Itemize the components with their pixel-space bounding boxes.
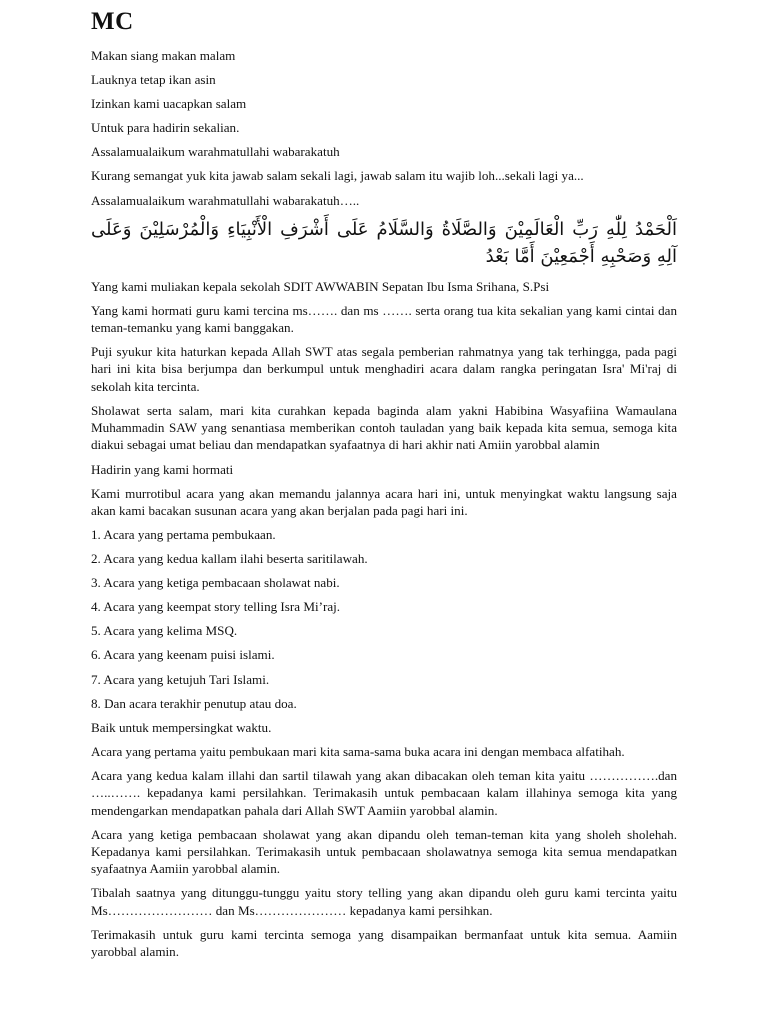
- paragraph: Hadirin yang kami hormati: [91, 461, 234, 477]
- opening-line: Makan siang makan malam: [91, 48, 236, 63]
- document-title: MC: [91, 8, 134, 35]
- opening-line: Lauknya tetap ikan asin: [91, 72, 216, 88]
- agenda-item: 8. Dan acara terakhir penutup atau doa.: [91, 695, 297, 711]
- opening-line: Untuk para hadirin sekalian.: [91, 120, 240, 136]
- agenda-item: 3. Acara yang ketiga pembacaan sholawat nabi.: [91, 575, 340, 591]
- arabic-greeting: اَلْحَمْدُ لِلّٰهِ رَبِّ الْعَالَمِيْنَ وَالصَّلَاةُ وَالسَّلَامُ عَلَى أَشْرَفِ الْأَنْبِيَاءِ وَالْمُرْسَلِيْنَ وَعَلَى آلِهِ وَصَحْبِهِ أَجْمَعِيْنَ أَمَّا بَعْدُ: [91, 218, 677, 267]
- paragraphs-before-list: [91, 278, 677, 520]
- opening-line: Assalamualaikum warahmatullahi wabarakatuh: [91, 144, 340, 160]
- agenda-item: 6. Acara yang keenam puisi islami.: [91, 647, 275, 663]
- opening-line: Izinkan kami uacapkan salam: [91, 96, 247, 112]
- agenda-item: 1. Acara yang pertama pembukaan.: [91, 527, 276, 542]
- paragraph: Puji syukur kita haturkan kepada Allah SWT atas segala pemberian rahmatnya yang tak terhingga, pada pagi hari ini kita bisa berjumpa dan berkumpul untuk menghadiri acara dalam rangka peringatan Isra' Mi'raj di sekolah kita tercinta.: [91, 344, 677, 394]
- paragraph: Baik untuk mempersingkat waktu.: [91, 719, 272, 735]
- opening-line: Kurang semangat yuk kita jawab salam sekali lagi, jawab salam itu wajib loh...sekali lagi ya...: [91, 168, 584, 184]
- agenda-item: 5. Acara yang kelima MSQ.: [91, 623, 238, 639]
- agenda-list: [91, 526, 677, 712]
- agenda-item: 7. Acara yang ketujuh Tari Islami.: [91, 671, 270, 687]
- opening-line: Assalamualaikum warahmatullahi wabarakatuh…..: [91, 192, 360, 208]
- paragraph: Yang kami hormati guru kami tercina ms……. dan ms ……. serta orang tua kita sekalian yang kami cintai dan teman-temanku yang kami banggakan.: [91, 302, 677, 336]
- agenda-item: 4. Acara yang keempat story telling Isra Mi’raj.: [91, 599, 341, 615]
- document-page: [91, 6, 677, 967]
- paragraph: Tibalah saatnya yang ditunggu-tunggu yaitu story telling yang akan dipandu oleh guru kami tercinta yaitu Ms…………………… dan Ms………………… kepadanya kami persihkan.: [91, 885, 677, 918]
- paragraphs-after-list: [91, 719, 677, 961]
- paragraph: Kami murrotibul acara yang akan memandu jalannya acara hari ini, untuk menyingkat waktu langsung saja akan kami bacakan susunan acara yang akan berjalan pada pagi hari ini.: [91, 485, 677, 518]
- paragraph: Acara yang ketiga pembacaan sholawat yang akan dipandu oleh teman-teman kita yang sholeh sholehah. Kepadanya kami persilahkan. Terimakasih untuk pembacaan sholawatnya semoga kita semua mendapatkan syafaatnya Aamiin yarobbal alamin.: [91, 826, 677, 877]
- paragraph: Acara yang kedua kalam illahi dan sartil tilawah yang akan dibacakan oleh teman kita yaitu …………….dan …..……. kepadanya kami persilahkan. Terimakasih untuk pembacaan kalam illahinya semoga kita yang mendengarkan mendapatkan pahala dari Allah SWT Aamiin yarobbal alamin.: [91, 767, 677, 818]
- paragraph: Acara yang pertama yaitu pembukaan mari kita sama-sama buka acara ini dengan membaca alfatihah.: [91, 743, 625, 759]
- paragraph: Yang kami muliakan kepala sekolah SDIT AWWABIN Sepatan Ibu Isma Srihana, S.Psi: [91, 278, 550, 294]
- agenda-item: 2. Acara yang kedua kallam ilahi beserta saritilawah.: [91, 551, 368, 567]
- opening-lines: [91, 47, 677, 209]
- paragraph: Sholawat serta salam, mari kita curahkan kepada baginda alam yakni Habibina Wasyafiina Wamaulana Muhammadin SAW yang senantiasa memberikan contoh tauladan yang baik kepada kita semua, semoga kita diakui sebagai umat beliau dan mendapatkan syafaatnya di hari akhir nati Amiin yarobbal alamin: [91, 402, 677, 453]
- paragraph: Terimakasih untuk guru kami tercinta semoga yang disampaikan bermanfaat untuk kita semua. Aamiin yarobbal alamin.: [91, 926, 677, 959]
